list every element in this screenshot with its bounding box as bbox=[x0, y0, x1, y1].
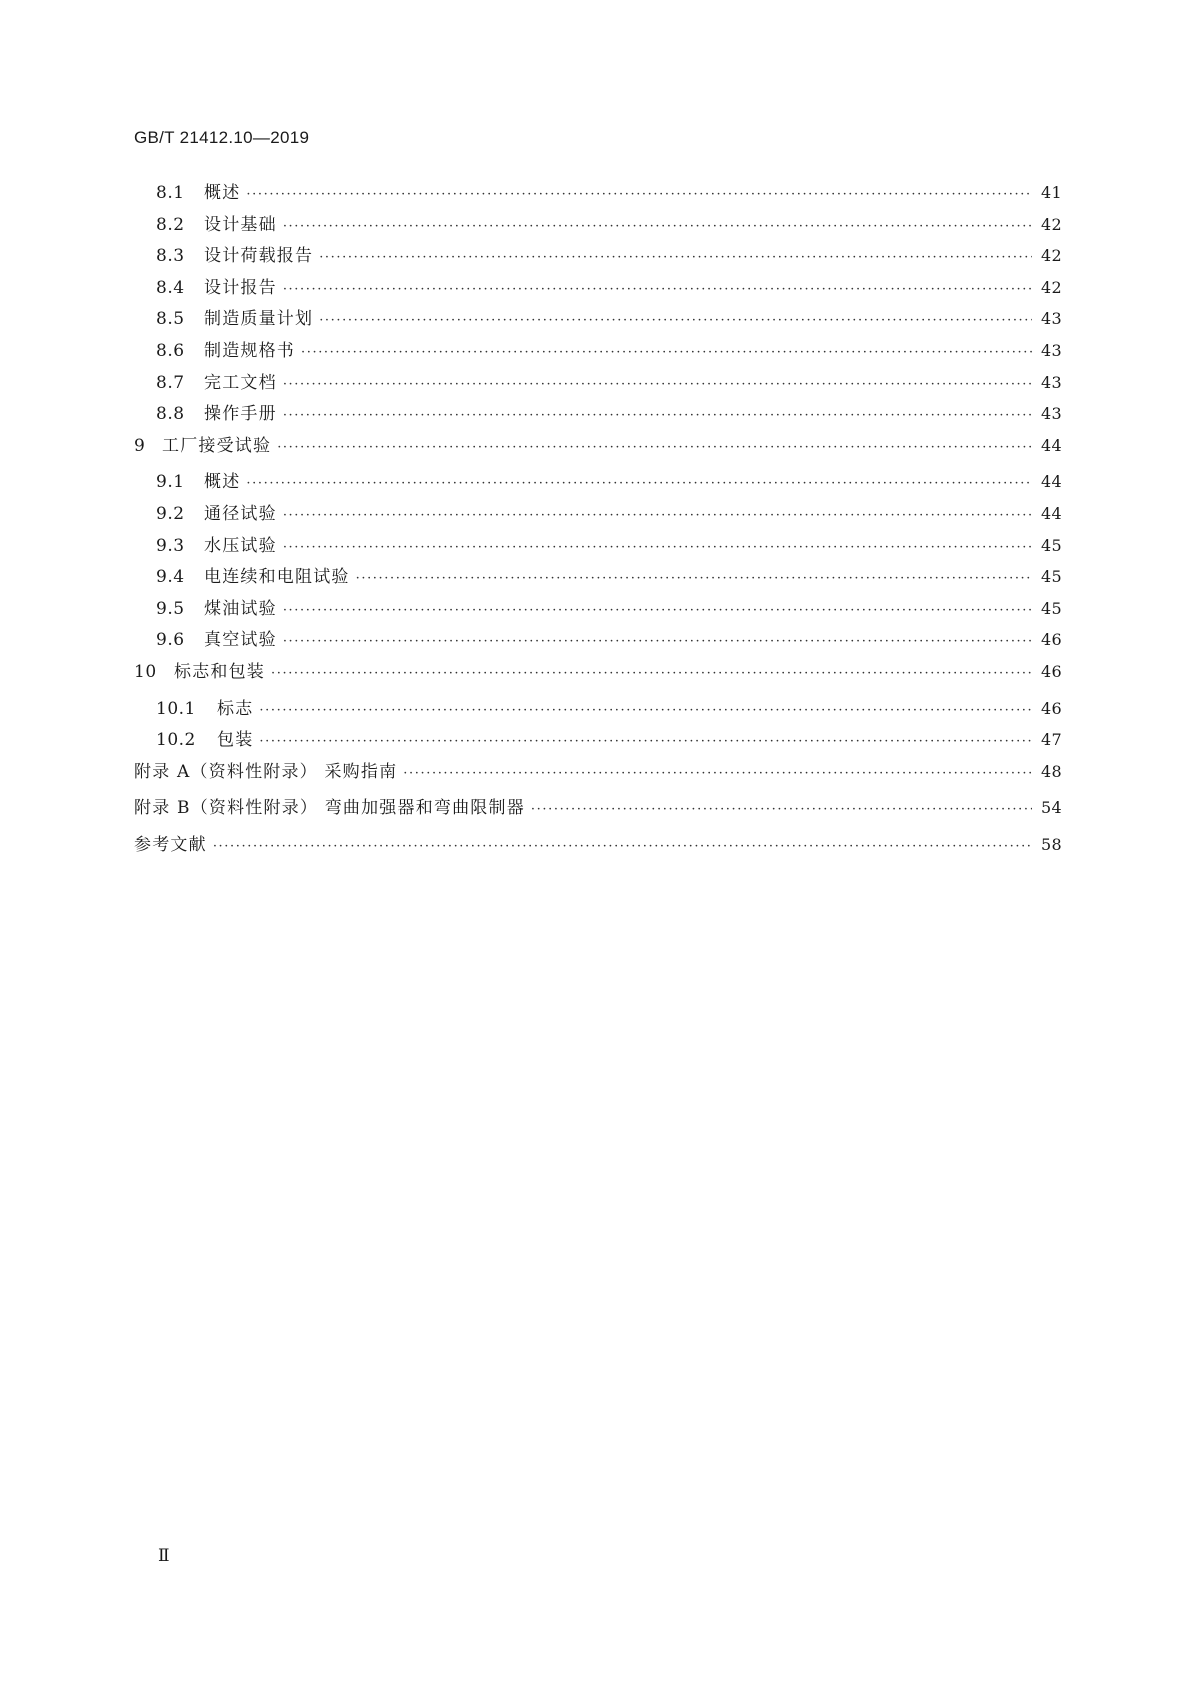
toc-page-number: 45 bbox=[1041, 598, 1062, 618]
toc-page-number: 41 bbox=[1041, 183, 1062, 202]
toc-title: 真空试验 bbox=[204, 630, 277, 651]
page-number: Ⅱ bbox=[158, 1546, 170, 1566]
toc-entry-8-8[interactable] bbox=[134, 399, 1062, 431]
toc-leader-dots bbox=[213, 839, 1032, 854]
toc-entry-10-2[interactable] bbox=[134, 725, 1062, 757]
toc-leader-dots bbox=[319, 313, 1032, 328]
toc-number: 10.2 bbox=[156, 730, 196, 751]
toc-leader-dots bbox=[403, 766, 1032, 781]
toc-title: 完工文档 bbox=[204, 372, 277, 393]
toc-entry-annex-a[interactable] bbox=[134, 757, 1062, 794]
toc-page-number: 43 bbox=[1041, 309, 1062, 329]
toc-title: 设计基础 bbox=[204, 214, 277, 235]
toc-entry-9-3[interactable] bbox=[134, 531, 1062, 563]
toc-page-number: 43 bbox=[1041, 372, 1062, 392]
toc-page-number: 42 bbox=[1041, 277, 1062, 297]
toc-leader-dots bbox=[246, 187, 1032, 202]
toc-page-number: 44 bbox=[1041, 472, 1062, 492]
toc-title: 工厂接受试验 bbox=[162, 435, 272, 456]
toc-leader-dots bbox=[283, 408, 1032, 423]
toc-page-number: 46 bbox=[1041, 630, 1062, 650]
toc-number: 9.5 bbox=[156, 598, 185, 619]
toc-page-number: 44 bbox=[1041, 503, 1062, 523]
toc-title: 参考文献 bbox=[134, 834, 207, 855]
standard-code: GB/T 21412.10—2019 bbox=[134, 128, 310, 147]
toc-number: 8.6 bbox=[156, 340, 185, 361]
toc-entry-bibliography[interactable] bbox=[134, 830, 1062, 867]
toc-entry-annex-b[interactable] bbox=[134, 793, 1062, 830]
toc-page-number: 45 bbox=[1041, 567, 1062, 587]
toc-entry-9-2[interactable] bbox=[134, 499, 1062, 531]
toc-entry-8-2[interactable] bbox=[134, 210, 1062, 242]
toc-page-number: 42 bbox=[1041, 246, 1062, 266]
toc-entry-8-7[interactable] bbox=[134, 368, 1062, 400]
toc-page-number: 45 bbox=[1041, 535, 1062, 555]
toc-leader-dots bbox=[283, 508, 1032, 523]
toc-title: 标志 bbox=[217, 698, 254, 719]
toc-leader-dots bbox=[301, 345, 1032, 360]
toc-page-number: 54 bbox=[1041, 798, 1062, 818]
toc-title: 概述 bbox=[204, 472, 241, 493]
toc-number: 8.2 bbox=[156, 214, 185, 235]
toc-number: 8.4 bbox=[156, 277, 185, 298]
toc-leader-dots bbox=[283, 219, 1032, 234]
toc-entry-9-4[interactable] bbox=[134, 562, 1062, 594]
toc-number: 8.3 bbox=[156, 246, 185, 267]
toc-leader-dots bbox=[531, 802, 1032, 817]
table-of-contents bbox=[134, 178, 1062, 866]
toc-title: 设计报告 bbox=[204, 277, 277, 298]
toc-leader-dots bbox=[283, 540, 1032, 555]
toc-leader-dots bbox=[356, 571, 1032, 586]
toc-title: 水压试验 bbox=[204, 535, 277, 556]
toc-number: 8.7 bbox=[156, 372, 185, 393]
toc-title: 通径试验 bbox=[204, 503, 277, 524]
toc-entry-8-5[interactable] bbox=[134, 304, 1062, 336]
toc-title: 制造质量计划 bbox=[204, 309, 314, 330]
toc-page-number: 46 bbox=[1041, 698, 1062, 718]
toc-title: 电连续和电阻试验 bbox=[204, 567, 350, 588]
toc-number: 9.4 bbox=[156, 567, 185, 588]
toc-page-number: 43 bbox=[1041, 404, 1062, 424]
toc-number: 9.1 bbox=[156, 472, 185, 493]
toc-entry-9-1[interactable] bbox=[134, 467, 1062, 499]
toc-page-number: 44 bbox=[1041, 435, 1062, 455]
toc-leader-dots bbox=[283, 377, 1032, 392]
toc-entry-8-3[interactable] bbox=[134, 241, 1062, 273]
toc-title: 制造规格书 bbox=[204, 340, 295, 361]
toc-entry-10-1[interactable] bbox=[134, 694, 1062, 726]
toc-title: 设计荷载报告 bbox=[204, 246, 314, 267]
toc-entry-8-6[interactable] bbox=[134, 336, 1062, 368]
toc-entry-8-4[interactable] bbox=[134, 273, 1062, 305]
toc-entry-10[interactable] bbox=[134, 657, 1062, 694]
toc-page-number: 46 bbox=[1041, 661, 1062, 681]
toc-page-number: 42 bbox=[1041, 214, 1062, 234]
toc-page-number: 47 bbox=[1041, 730, 1062, 750]
toc-number: 9 bbox=[134, 435, 146, 456]
toc-number: 9.6 bbox=[156, 630, 185, 651]
toc-title: 附录 B（资料性附录） 弯曲加强器和弯曲限制器 bbox=[134, 798, 525, 819]
toc-leader-dots bbox=[319, 250, 1032, 265]
toc-number: 8.5 bbox=[156, 309, 185, 330]
toc-entry-8-1[interactable] bbox=[134, 178, 1062, 210]
toc-title: 附录 A（资料性附录） 采购指南 bbox=[134, 761, 398, 782]
toc-title: 操作手册 bbox=[204, 404, 277, 425]
toc-title: 煤油试验 bbox=[204, 598, 277, 619]
toc-page-number: 43 bbox=[1041, 340, 1062, 360]
toc-leader-dots bbox=[246, 476, 1032, 491]
toc-leader-dots bbox=[259, 703, 1032, 718]
toc-title: 包装 bbox=[217, 730, 254, 751]
toc-entry-9[interactable] bbox=[134, 431, 1062, 468]
toc-leader-dots bbox=[277, 440, 1032, 455]
toc-number: 10.1 bbox=[156, 698, 196, 719]
toc-title: 标志和包装 bbox=[174, 661, 265, 682]
toc-leader-dots bbox=[271, 666, 1032, 681]
toc-leader-dots bbox=[283, 634, 1032, 649]
toc-leader-dots bbox=[283, 603, 1032, 618]
toc-page-number: 58 bbox=[1041, 834, 1062, 854]
toc-number: 8.8 bbox=[156, 404, 185, 425]
toc-page-number: 48 bbox=[1041, 761, 1062, 781]
toc-number: 9.3 bbox=[156, 535, 185, 556]
toc-entry-9-5[interactable] bbox=[134, 594, 1062, 626]
toc-number: 8.1 bbox=[156, 183, 185, 203]
toc-entry-9-6[interactable] bbox=[134, 625, 1062, 657]
toc-title: 概述 bbox=[204, 183, 241, 203]
toc-leader-dots bbox=[283, 282, 1032, 297]
toc-number: 9.2 bbox=[156, 503, 185, 524]
toc-number: 10 bbox=[134, 661, 157, 682]
toc-leader-dots bbox=[259, 734, 1032, 749]
